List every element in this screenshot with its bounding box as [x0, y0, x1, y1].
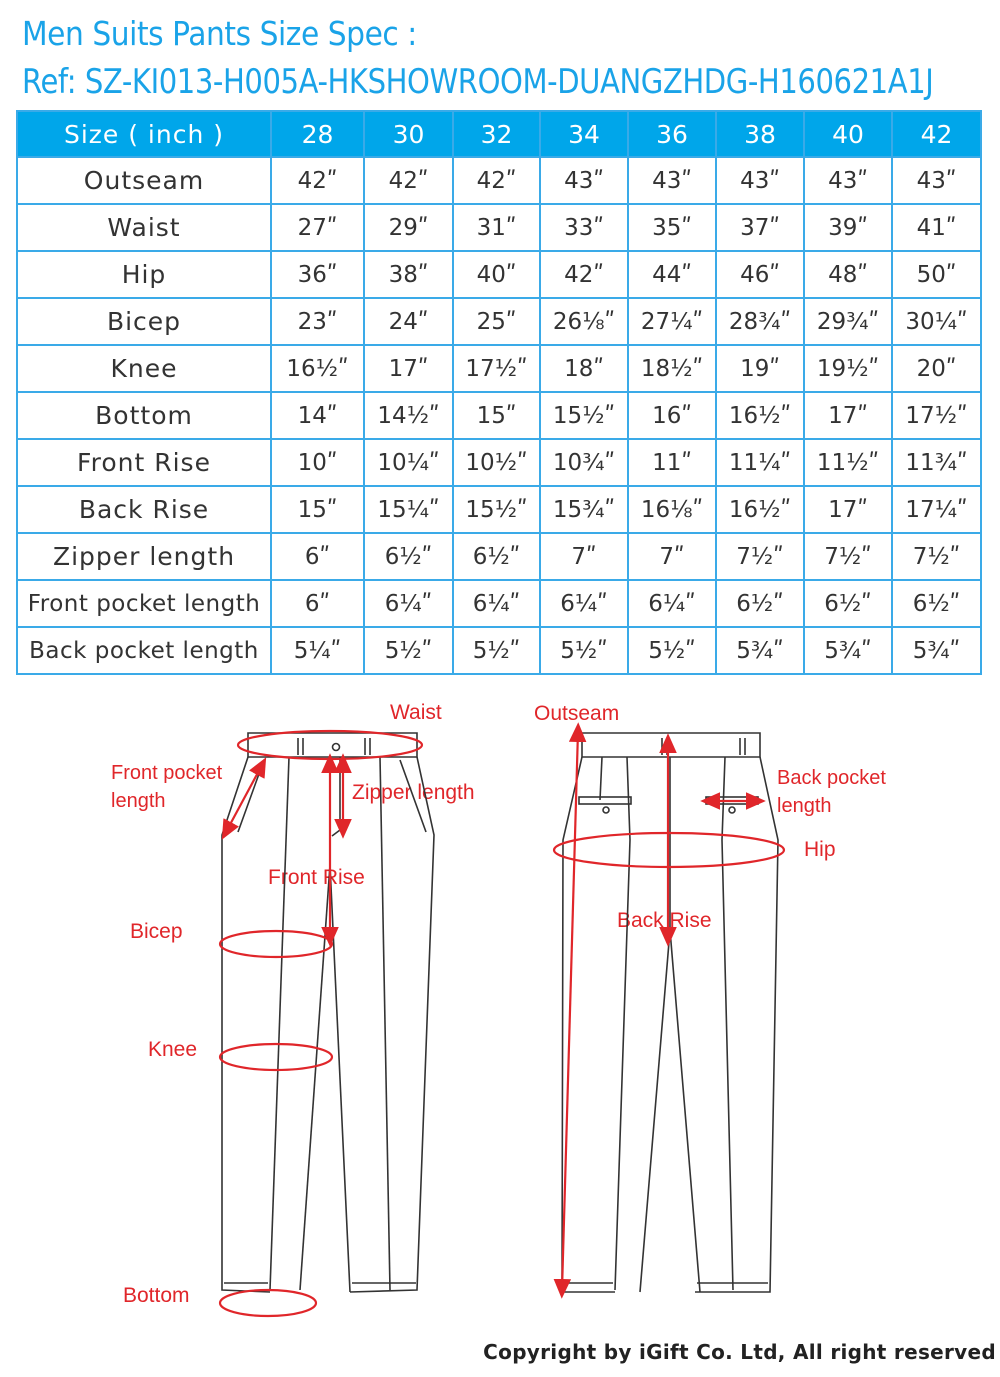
reference-code: Ref: SZ-KI013-H005A-HKSHOWROOM-DUANGZHDG-H160621A1J: [22, 62, 934, 102]
row-label: Knee: [17, 345, 271, 392]
outseam-arrow: [562, 731, 578, 1290]
table-cell: 5¾ʺ: [716, 627, 804, 674]
table-cell: 6ʺ: [271, 580, 364, 627]
table-row: [17, 157, 981, 204]
table-cell: 42ʺ: [271, 157, 364, 204]
table-cell: 5¼ʺ: [271, 627, 364, 674]
table-cell: 39ʺ: [804, 204, 892, 251]
table-cell: 50ʺ: [892, 251, 981, 298]
table-cell: 33ʺ: [540, 204, 628, 251]
table-cell: 7½ʺ: [716, 533, 804, 580]
table-cell: 29¾ʺ: [804, 298, 892, 345]
table-cell: 11½ʺ: [804, 439, 892, 486]
label-front-pocket-1: Front pocket: [111, 762, 223, 784]
table-cell: 31ʺ: [453, 204, 540, 251]
table-cell: 48ʺ: [804, 251, 892, 298]
table-cell: 17½ʺ: [453, 345, 540, 392]
table-cell: 16½ʺ: [716, 392, 804, 439]
table-row: [17, 486, 981, 533]
label-knee: Knee: [148, 1038, 198, 1061]
table-cell: 16ʺ: [628, 392, 716, 439]
table-cell: 17ʺ: [804, 486, 892, 533]
table-cell: 17½ʺ: [892, 392, 981, 439]
row-label: Hip: [17, 251, 271, 298]
size-header-cell: 28: [271, 111, 364, 157]
table-cell: 11ʺ: [628, 439, 716, 486]
table-cell: 42ʺ: [540, 251, 628, 298]
size-header-label: Size ( inch ): [17, 111, 271, 157]
table-cell: 6½ʺ: [804, 580, 892, 627]
front-pocket-arrow: [226, 765, 262, 832]
row-label: Outseam: [17, 157, 271, 204]
table-row: [17, 392, 981, 439]
back-measurements: [554, 731, 784, 1290]
table-cell: 42ʺ: [364, 157, 453, 204]
size-header-cell: 38: [716, 111, 804, 157]
table-cell: 10½ʺ: [453, 439, 540, 486]
table-cell: 5½ʺ: [540, 627, 628, 674]
table-cell: 19ʺ: [716, 345, 804, 392]
table-cell: 37ʺ: [716, 204, 804, 251]
knee-circle: [220, 1044, 332, 1070]
table-cell: 5½ʺ: [628, 627, 716, 674]
table-cell: 7ʺ: [628, 533, 716, 580]
row-label: Bicep: [17, 298, 271, 345]
table-cell: 23ʺ: [271, 298, 364, 345]
table-cell: 40ʺ: [453, 251, 540, 298]
size-header-cell: 34: [540, 111, 628, 157]
table-cell: 43ʺ: [804, 157, 892, 204]
table-cell: 43ʺ: [540, 157, 628, 204]
label-back-rise: Back Rise: [617, 909, 712, 932]
front-measurements: [220, 731, 422, 1316]
table-cell: 16½ʺ: [716, 486, 804, 533]
table-cell: 38ʺ: [364, 251, 453, 298]
table-cell: 7½ʺ: [804, 533, 892, 580]
row-label: Bottom: [17, 392, 271, 439]
table-cell: 5½ʺ: [453, 627, 540, 674]
table-cell: 24ʺ: [364, 298, 453, 345]
table-cell: 36ʺ: [271, 251, 364, 298]
label-back-pocket-1: Back pocket: [777, 767, 886, 789]
table-cell: 25ʺ: [453, 298, 540, 345]
table-cell: 27¼ʺ: [628, 298, 716, 345]
table-row: [17, 580, 981, 627]
row-label: Front Rise: [17, 439, 271, 486]
table-cell: 6½ʺ: [716, 580, 804, 627]
table-row: [17, 627, 981, 674]
label-bicep: Bicep: [130, 920, 183, 943]
table-cell: 6½ʺ: [364, 533, 453, 580]
label-back-pocket-2: length: [777, 795, 832, 817]
table-cell: 14½ʺ: [364, 392, 453, 439]
row-label: Back pocket length: [17, 627, 271, 674]
table-cell: 46ʺ: [716, 251, 804, 298]
label-front-pocket-2: length: [111, 790, 166, 812]
table-cell: 43ʺ: [628, 157, 716, 204]
table-cell: 6¼ʺ: [540, 580, 628, 627]
table-cell: 18½ʺ: [628, 345, 716, 392]
table-cell: 27ʺ: [271, 204, 364, 251]
table-cell: 11¼ʺ: [716, 439, 804, 486]
size-header-cell: 42: [892, 111, 981, 157]
table-cell: 10¼ʺ: [364, 439, 453, 486]
table-cell: 35ʺ: [628, 204, 716, 251]
back-pants-drawing: [562, 733, 778, 1292]
table-cell: 17¼ʺ: [892, 486, 981, 533]
table-row: [17, 439, 981, 486]
size-header-cell: 30: [364, 111, 453, 157]
label-zipper-length: Zipper length: [352, 781, 475, 804]
row-label: Zipper length: [17, 533, 271, 580]
table-cell: 20ʺ: [892, 345, 981, 392]
table-cell: 28¾ʺ: [716, 298, 804, 345]
table-cell: 6ʺ: [271, 533, 364, 580]
table-row: [17, 345, 981, 392]
row-label: Back Rise: [17, 486, 271, 533]
table-cell: 42ʺ: [453, 157, 540, 204]
front-pants-drawing: [222, 733, 434, 1292]
bicep-circle: [220, 931, 332, 957]
table-cell: 10¾ʺ: [540, 439, 628, 486]
table-cell: 16⅛ʺ: [628, 486, 716, 533]
bottom-circle: [220, 1290, 316, 1316]
copyright-notice: Copyright by iGift Co. Ltd, All right reserved: [483, 1340, 996, 1364]
table-cell: 43ʺ: [716, 157, 804, 204]
pants-diagram: [0, 690, 1000, 1340]
table-cell: 41ʺ: [892, 204, 981, 251]
label-waist: Waist: [390, 701, 442, 724]
table-cell: 15ʺ: [453, 392, 540, 439]
table-cell: 18ʺ: [540, 345, 628, 392]
table-cell: 6¼ʺ: [453, 580, 540, 627]
table-row: [17, 298, 981, 345]
table-cell: 10ʺ: [271, 439, 364, 486]
table-cell: 43ʺ: [892, 157, 981, 204]
label-outseam: Outseam: [534, 702, 620, 725]
table-cell: 17ʺ: [804, 392, 892, 439]
table-cell: 16½ʺ: [271, 345, 364, 392]
table-cell: 6¼ʺ: [364, 580, 453, 627]
table-cell: 15ʺ: [271, 486, 364, 533]
size-header-cell: 32: [453, 111, 540, 157]
table-cell: 17ʺ: [364, 345, 453, 392]
table-cell: 15½ʺ: [540, 392, 628, 439]
table-cell: 6¼ʺ: [628, 580, 716, 627]
table-row: [17, 533, 981, 580]
table-row: [17, 204, 981, 251]
waist-circle: [238, 731, 422, 759]
table-cell: 29ʺ: [364, 204, 453, 251]
table-cell: 5¾ʺ: [892, 627, 981, 674]
label-front-rise: Front Rise: [268, 866, 365, 889]
size-header-cell: 40: [804, 111, 892, 157]
table-cell: 19½ʺ: [804, 345, 892, 392]
table-cell: 26⅛ʺ: [540, 298, 628, 345]
table-cell: 14ʺ: [271, 392, 364, 439]
page-title: Men Suits Pants Size Spec :: [22, 14, 417, 53]
table-cell: 5¾ʺ: [804, 627, 892, 674]
table-row: [17, 251, 981, 298]
table-cell: 6½ʺ: [892, 580, 981, 627]
table-header-row: [17, 111, 981, 157]
table-cell: 15¾ʺ: [540, 486, 628, 533]
row-label: Front pocket length: [17, 580, 271, 627]
size-header-cell: 36: [628, 111, 716, 157]
table-cell: 44ʺ: [628, 251, 716, 298]
table-cell: 15¼ʺ: [364, 486, 453, 533]
table-cell: 5½ʺ: [364, 627, 453, 674]
label-hip: Hip: [804, 838, 836, 861]
table-cell: 6½ʺ: [453, 533, 540, 580]
label-bottom: Bottom: [123, 1284, 190, 1307]
table-cell: 30¼ʺ: [892, 298, 981, 345]
row-label: Waist: [17, 204, 271, 251]
table-cell: 7½ʺ: [892, 533, 981, 580]
table-cell: 15½ʺ: [453, 486, 540, 533]
table-cell: 11¾ʺ: [892, 439, 981, 486]
size-spec-table: [16, 110, 982, 675]
table-cell: 7ʺ: [540, 533, 628, 580]
